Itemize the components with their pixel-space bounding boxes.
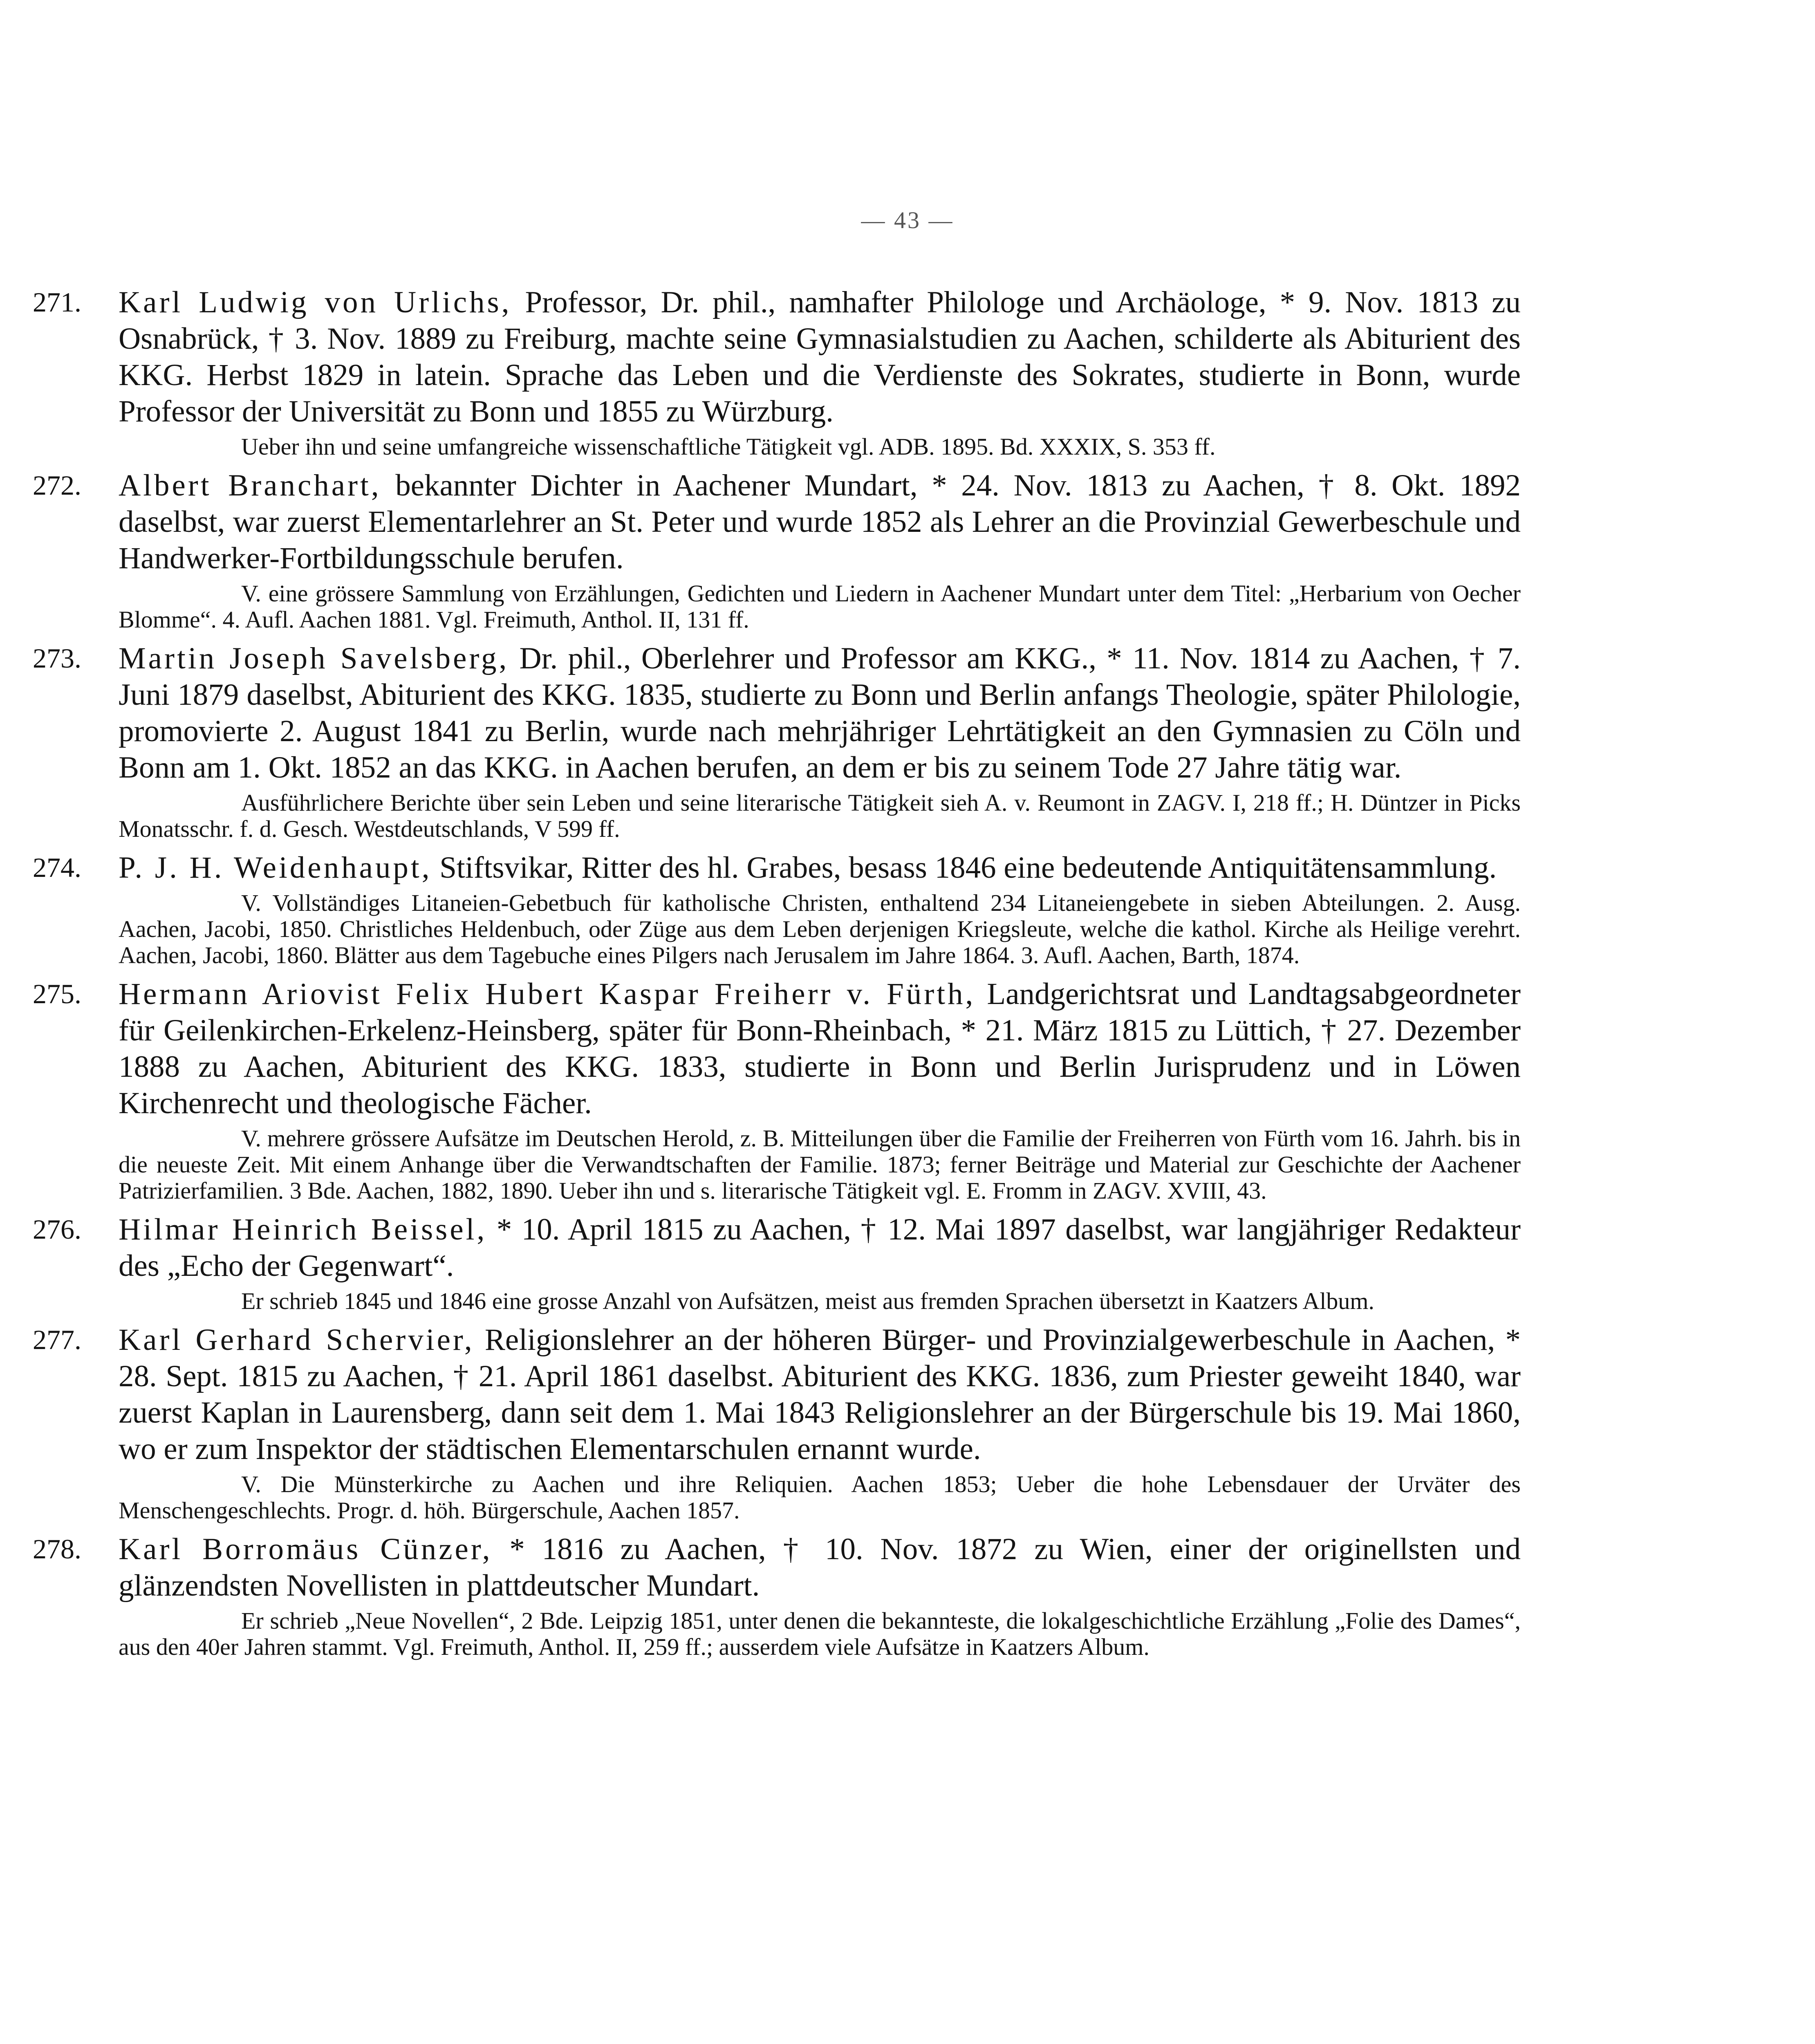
entry-body bbox=[119, 1211, 1521, 1314]
entry-name: P. J. H. Weidenhaupt, bbox=[119, 851, 432, 885]
entry-body bbox=[119, 640, 1521, 842]
entry-body bbox=[119, 1531, 1521, 1660]
page-number: — 43 — bbox=[861, 207, 954, 233]
entry-name: Karl Ludwig von Urlichs, bbox=[119, 285, 512, 319]
entry-name: Hermann Ariovist Felix Hubert Kaspar Freiherr v. Fürth, bbox=[119, 977, 976, 1011]
entry-number: 272. bbox=[33, 470, 81, 501]
entry-271 bbox=[33, 284, 1521, 460]
entry-273 bbox=[33, 640, 1521, 842]
entry-main-text bbox=[119, 1211, 1521, 1284]
entry-list bbox=[33, 284, 1521, 1667]
entry-name: Hilmar Heinrich Beissel, bbox=[119, 1213, 487, 1246]
entry-number: 274. bbox=[33, 852, 81, 883]
entry-name: Martin Joseph Savelsberg, bbox=[119, 641, 509, 675]
entry-number: 277. bbox=[33, 1324, 81, 1355]
entry-main-text bbox=[119, 467, 1521, 576]
entry-note: Er schrieb „Neue Novellen“, 2 Bde. Leipzig 1851, unter denen die bekannteste, die lokalgeschichtliche Erzählung „Folie des Dames“, aus den 40er Jahren stammt. Vgl. Freimuth, Anthol. II, 259 ff.; ausserdem viele Aufsätze in Kaatzers Album. bbox=[119, 1607, 1521, 1660]
entry-main-text bbox=[119, 284, 1521, 430]
entry-body bbox=[119, 1322, 1521, 1524]
entry-text: bekannter Dichter in Aachener Mundart, * 24. Nov. 1813 zu Aachen, † 8. Okt. 1892 daselbst, war zuerst Elementarlehrer an St. Peter und wurde 1852 als Lehrer an die Provinzial Gewerbeschule und Handwerker-Fortbildungsschule berufen. bbox=[119, 468, 1521, 575]
entry-note: Er schrieb 1845 und 1846 eine grosse Anzahl von Aufsätzen, meist aus fremden Sprachen übersetzt in Kaatzers Album. bbox=[241, 1288, 1374, 1314]
entry-275 bbox=[33, 976, 1521, 1204]
entry-number: 275. bbox=[33, 978, 81, 1009]
entry-text: Religionslehrer an der höheren Bürger- und Provinzialgewerbeschule in Aachen, * 28. Sept. 1815 zu Aachen, † 21. April 1861 daselbst. Abiturient des KKG. 1836, zum Priester geweiht 1840, war zuerst Kaplan in Laurensberg, dann seit dem 1. Mai 1843 Religionslehrer an der Bürgerschule bis 19. Mai 1860, wo er zum Inspektor der städtischen Elementarschulen ernannt wurde. bbox=[119, 1323, 1521, 1466]
entry-name: Karl Gerhard Schervier, bbox=[119, 1323, 475, 1357]
entry-text: * 1816 zu Aachen, † 10. Nov. 1872 zu Wien, einer der originellsten und glänzendsten Novellisten in plattdeutscher Mundart. bbox=[119, 1532, 1521, 1602]
entry-272 bbox=[33, 467, 1521, 633]
entry-note: V. Vollständiges Litaneien-Gebetbuch für katholische Christen, enthaltend 234 Litaneiengebete in sieben Abteilungen. 2. Ausg. Aachen, Jacobi, 1850. Christliches Heldenbuch, oder Züge aus dem Leben derjenigen Kriegsleute, welche die kathol. Kirche als Heilige verehrt. Aachen, Jacobi, 1860. Blätter aus dem Tagebuche eines Pilgers nach Jerusalem im Jahre 1864. 3. Aufl. Aachen, Barth, 1874. bbox=[119, 890, 1521, 968]
entry-276 bbox=[33, 1211, 1521, 1314]
entry-note: V. mehrere grössere Aufsätze im Deutschen Herold, z. B. Mitteilungen über die Familie der Freiherren von Fürth vom 16. Jahrh. bis in die neueste Zeit. Mit einem Anhange über die Verwandtschaften der Familie. 1873; ferner Beiträge und Material zur Geschichte der Aachener Patrizierfamilien. 3 Bde. Aachen, 1882, 1890. Ueber ihn und s. literarische Tätigkeit vgl. E. Fromm in ZAGV. XVIII, 43. bbox=[119, 1125, 1521, 1204]
entry-text: Dr. phil., Oberlehrer und Professor am KKG., * 11. Nov. 1814 zu Aachen, † 7. Juni 1879 daselbst, Abiturient des KKG. 1835, studierte zu Bonn und Berlin anfangs Theologie, später Philologie, promovierte 2. August 1841 zu Berlin, wurde nach mehrjähriger Lehrtätigkeit an den Gymnasien zu Cöln und Bonn am 1. Okt. 1852 an das KKG. in Aachen berufen, an dem er bis zu seinem Tode 27 Jahre tätig war. bbox=[119, 641, 1521, 784]
entry-name: Karl Borromäus Cünzer, bbox=[119, 1532, 493, 1566]
entry-number: 278. bbox=[33, 1533, 81, 1564]
entry-note: Ausführlichere Berichte über sein Leben und seine literarische Tätigkeit sieh A. v. Reumont in ZAGV. I, 218 ff.; H. Düntzer in Picks Monatsschr. f. d. Gesch. Westdeutschlands, V 599 ff. bbox=[119, 789, 1521, 842]
entry-number: 273. bbox=[33, 643, 81, 674]
entry-note: V. eine grössere Sammlung von Erzählungen, Gedichten und Liedern in Aachener Mundart unter dem Titel: „Herbarium von Oecher Blomme“. 4. Aufl. Aachen 1881. Vgl. Freimuth, Anthol. II, 131 ff. bbox=[119, 580, 1521, 633]
entry-note: V. Die Münsterkirche zu Aachen und ihre Reliquien. Aachen 1853; Ueber die hohe Lebensdauer der Urväter des Menschengeschlechts. Progr. d. höh. Bürgerschule, Aachen 1857. bbox=[119, 1471, 1521, 1524]
entry-number: 271. bbox=[33, 287, 81, 318]
entry-main-text bbox=[119, 1322, 1521, 1467]
entry-text: * 10. April 1815 zu Aachen, † 12. Mai 1897 daselbst, war langjähriger Redakteur des „Echo der Gegenwart“. bbox=[119, 1213, 1521, 1283]
entry-number: 276. bbox=[33, 1214, 81, 1245]
entry-277 bbox=[33, 1322, 1521, 1524]
entry-text: Professor, Dr. phil., namhafter Philologe und Archäologe, * 9. Nov. 1813 zu Osnabrück, † 3. Nov. 1889 zu Freiburg, machte seine Gymnasialstudien zu Aachen, schilderte als Abiturient des KKG. Herbst 1829 in latein. Sprache das Leben und die Verdienste des Sokrates, studierte in Bonn, wurde Professor der Universität zu Bonn und 1855 zu Würzburg. bbox=[119, 285, 1521, 428]
entry-main-text bbox=[119, 849, 1521, 886]
entry-278 bbox=[33, 1531, 1521, 1660]
entry-main-text bbox=[119, 1531, 1521, 1604]
entry-body bbox=[119, 284, 1521, 460]
entry-main-text bbox=[119, 976, 1521, 1121]
entry-274 bbox=[33, 849, 1521, 968]
entry-main-text bbox=[119, 640, 1521, 786]
entry-body bbox=[119, 467, 1521, 633]
entry-text: Stiftsvikar, Ritter des hl. Grabes, besass 1846 eine bedeutende Antiquitätensammlung. bbox=[439, 851, 1497, 885]
entry-note: Ueber ihn und seine umfangreiche wissenschaftliche Tätigkeit vgl. ADB. 1895. Bd. XXXIX, S. 353 ff. bbox=[241, 433, 1216, 460]
entry-body bbox=[119, 849, 1521, 968]
entry-name: Albert Branchart, bbox=[119, 468, 381, 502]
entry-body bbox=[119, 976, 1521, 1204]
entry-text: Landgerichtsrat und Landtagsabgeordneter für Geilenkirchen-Erkelenz-Heinsberg, später für Bonn-Rheinbach, * 21. März 1815 zu Lüttich, † 27. Dezember 1888 zu Aachen, Abiturient des KKG. 1833, studierte in Bonn und Berlin Jurisprudenz und in Löwen Kirchenrecht und theologische Fächer. bbox=[119, 977, 1521, 1120]
